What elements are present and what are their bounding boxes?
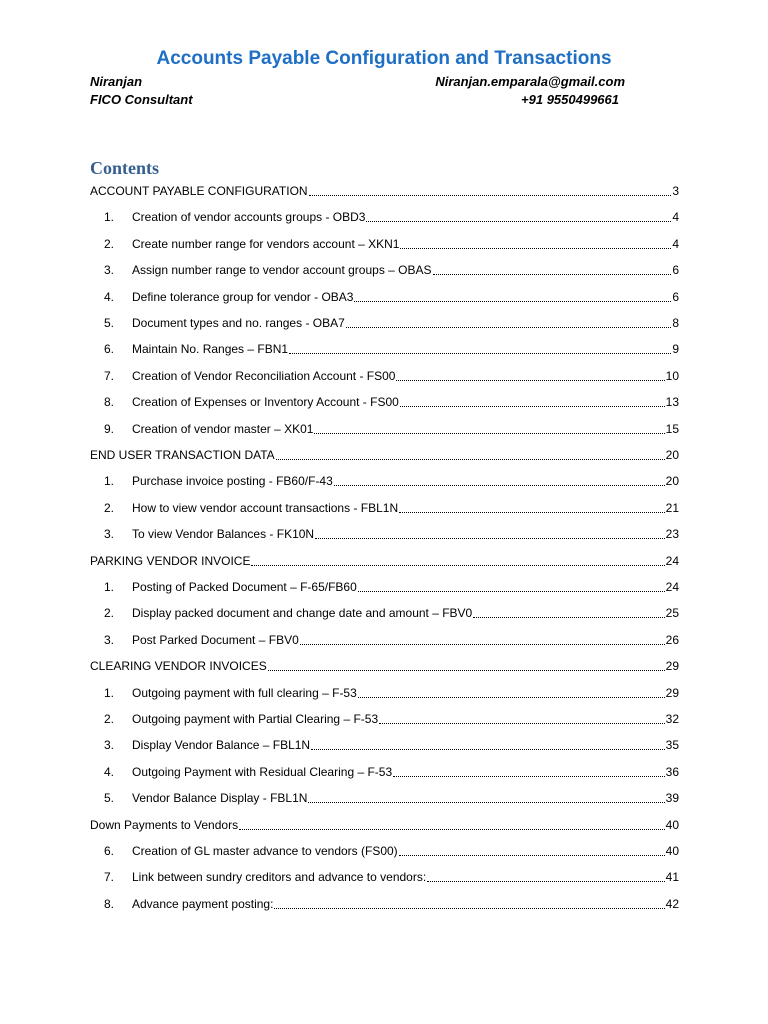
toc-entry-label: Down Payments to Vendors bbox=[90, 817, 239, 832]
toc-dot-leader bbox=[268, 669, 665, 671]
toc-dot-leader bbox=[239, 828, 665, 830]
toc-entry-label: Create number range for vendors account – XKN1 bbox=[132, 236, 400, 251]
author-name: Niranjan bbox=[90, 74, 143, 89]
toc-entry-number: 2. bbox=[104, 606, 115, 621]
toc-entry[interactable] bbox=[90, 815, 679, 833]
toc-entry-label: Outgoing payment with Partial Clearing – F-53 bbox=[132, 712, 379, 726]
toc-entry[interactable] bbox=[104, 287, 679, 305]
toc-dot-leader bbox=[309, 194, 672, 196]
toc-entry-page-number: 9 bbox=[672, 342, 679, 357]
toc-dot-leader bbox=[393, 775, 665, 777]
toc-entry-number: 8. bbox=[104, 896, 115, 911]
toc-entry[interactable] bbox=[90, 656, 679, 674]
toc-entry-label: Purchase invoice posting - FB60/F-43 bbox=[132, 474, 333, 489]
toc-entry-label: How to view vendor account transactions - FBL1N bbox=[132, 500, 399, 515]
toc-entry-number: 3. bbox=[104, 738, 115, 753]
toc-entry-page-number: 10 bbox=[665, 368, 679, 383]
toc-entry-label: Link between sundry creditors and advance to vendors: bbox=[132, 870, 427, 885]
toc-entry[interactable] bbox=[104, 577, 679, 595]
toc-entry-page-number: 35 bbox=[665, 738, 679, 753]
toc-entry-number: 1. bbox=[104, 685, 115, 700]
toc-entry-label: Document types and no. ranges - OBA7 bbox=[132, 316, 345, 330]
author-role: FICO Consultant bbox=[90, 92, 193, 107]
toc-entry-page-number: 26 bbox=[665, 632, 679, 647]
toc-entry[interactable] bbox=[104, 524, 679, 542]
toc-dot-leader bbox=[366, 220, 671, 222]
toc-entry-number: 8. bbox=[104, 395, 115, 410]
toc-entry[interactable] bbox=[104, 207, 679, 225]
toc-entry-page-number: 29 bbox=[665, 659, 679, 674]
toc-entry-page-number: 8 bbox=[672, 316, 679, 330]
toc-entry[interactable] bbox=[90, 551, 679, 569]
toc-entry[interactable] bbox=[104, 260, 679, 278]
toc-dot-leader bbox=[427, 880, 664, 882]
toc-dot-leader bbox=[346, 326, 672, 328]
toc-entry-number: 7. bbox=[104, 870, 115, 885]
toc-entry-page-number: 40 bbox=[665, 817, 679, 832]
toc-entry[interactable] bbox=[104, 841, 679, 859]
toc-dot-leader bbox=[358, 696, 665, 698]
toc-entry[interactable] bbox=[104, 788, 679, 806]
toc-entry[interactable] bbox=[104, 735, 679, 753]
toc-entry-label: Creation of Vendor Reconciliation Account - FS00 bbox=[132, 368, 396, 383]
toc-entry-label: Vendor Balance Display - FBL1N bbox=[132, 791, 308, 806]
toc-entry[interactable] bbox=[104, 709, 679, 727]
toc-entry-label: PARKING VENDOR INVOICE bbox=[90, 553, 251, 568]
toc-entry-page-number: 32 bbox=[665, 712, 679, 726]
toc-entry[interactable] bbox=[104, 630, 679, 648]
toc-dot-leader bbox=[396, 379, 664, 381]
toc-dot-leader bbox=[315, 537, 665, 539]
toc-dot-leader bbox=[251, 564, 664, 566]
toc-entry-label: ACCOUNT PAYABLE CONFIGURATION bbox=[90, 184, 308, 198]
toc-entry-number: 3. bbox=[104, 632, 115, 647]
toc-entry-label: Display packed document and change date and amount – FBV0 bbox=[132, 606, 473, 621]
toc-entry-number: 2. bbox=[104, 236, 115, 251]
toc-entry-number: 4. bbox=[104, 764, 115, 779]
toc-entry[interactable] bbox=[104, 762, 679, 780]
toc-entry-page-number: 6 bbox=[672, 289, 679, 304]
toc-entry-label: END USER TRANSACTION DATA bbox=[90, 448, 275, 462]
toc-entry[interactable] bbox=[104, 603, 679, 621]
toc-entry-page-number: 15 bbox=[665, 421, 679, 436]
toc-entry-page-number: 42 bbox=[665, 896, 679, 911]
toc-entry-number: 6. bbox=[104, 844, 115, 858]
toc-dot-leader bbox=[334, 484, 665, 486]
toc-entry-number: 4. bbox=[104, 289, 115, 304]
toc-entry-page-number: 6 bbox=[672, 263, 679, 278]
toc-entry[interactable] bbox=[90, 445, 679, 463]
toc-entry-number: 7. bbox=[104, 368, 115, 383]
toc-entry-label: To view Vendor Balances - FK10N bbox=[132, 527, 315, 542]
toc-entry-page-number: 23 bbox=[665, 527, 679, 542]
toc-entry-page-number: 4 bbox=[672, 210, 679, 225]
toc-entry-label: Creation of vendor accounts groups - OBD3 bbox=[132, 210, 366, 225]
toc-entry-page-number: 41 bbox=[665, 870, 679, 885]
toc-entry-page-number: 20 bbox=[665, 448, 679, 462]
toc-entry-label: Posting of Packed Document – F-65/FB60 bbox=[132, 580, 357, 594]
toc-entry-page-number: 40 bbox=[665, 844, 679, 858]
toc-dot-leader bbox=[400, 247, 671, 249]
toc-entry-page-number: 24 bbox=[665, 553, 679, 568]
toc-entry[interactable] bbox=[104, 894, 679, 912]
toc-entry-label: Assign number range to vendor account groups – OBAS bbox=[132, 263, 432, 278]
toc-entry-label: Maintain No. Ranges – FBN1 bbox=[132, 342, 289, 357]
toc-dot-leader bbox=[379, 722, 665, 724]
toc-entry-label: Creation of vendor master – XK01 bbox=[132, 421, 314, 436]
toc-entry-page-number: 29 bbox=[665, 685, 679, 700]
toc-dot-leader bbox=[314, 432, 664, 434]
toc-dot-leader bbox=[399, 854, 665, 856]
toc-entry-number: 5. bbox=[104, 791, 115, 806]
toc-entry-page-number: 4 bbox=[672, 236, 679, 251]
author-phone: +91 9550499661 bbox=[521, 92, 619, 107]
toc-entry-number: 3. bbox=[104, 263, 115, 278]
toc-entry-page-number: 36 bbox=[665, 764, 679, 779]
toc-entry-number: 1. bbox=[104, 474, 115, 489]
toc-entry-number: 6. bbox=[104, 342, 115, 357]
toc-entry-number: 2. bbox=[104, 500, 115, 515]
toc-entry-number: 5. bbox=[104, 316, 115, 330]
toc-entry[interactable] bbox=[104, 339, 679, 357]
toc-dot-leader bbox=[311, 748, 665, 750]
toc-entry-number: 3. bbox=[104, 527, 115, 542]
toc-entry-page-number: 20 bbox=[665, 474, 679, 489]
toc-dot-leader bbox=[433, 273, 672, 275]
toc-dot-leader bbox=[289, 352, 671, 354]
toc-entry-number: 1. bbox=[104, 210, 115, 225]
toc-entry-page-number: 39 bbox=[665, 791, 679, 806]
toc-entry[interactable] bbox=[104, 366, 679, 384]
toc-entry[interactable] bbox=[104, 867, 679, 885]
toc-dot-leader bbox=[399, 511, 665, 513]
toc-entry[interactable] bbox=[104, 419, 679, 437]
toc-entry[interactable] bbox=[104, 392, 679, 410]
author-email: Niranjan.emparala@gmail.com bbox=[435, 74, 625, 89]
toc-dot-leader bbox=[276, 458, 665, 460]
document-title: Accounts Payable Configuration and Transactions bbox=[156, 48, 612, 69]
toc-entry-number: 1. bbox=[104, 580, 115, 594]
toc-entry-page-number: 3 bbox=[672, 184, 679, 198]
toc-dot-leader bbox=[300, 643, 665, 645]
toc-entry-label: Creation of Expenses or Inventory Account - FS00 bbox=[132, 395, 399, 410]
toc-entry-number: 2. bbox=[104, 712, 115, 726]
toc-entry-label: Advance payment posting: bbox=[132, 896, 274, 911]
toc-entry[interactable] bbox=[104, 471, 679, 489]
toc-dot-leader bbox=[358, 590, 665, 592]
toc-entry-page-number: 13 bbox=[665, 395, 679, 410]
toc-dot-leader bbox=[473, 616, 664, 618]
toc-entry-label: Outgoing Payment with Residual Clearing – F-53 bbox=[132, 764, 393, 779]
toc-dot-leader bbox=[400, 405, 665, 407]
toc-entry[interactable] bbox=[104, 498, 679, 516]
toc-dot-leader bbox=[308, 801, 664, 803]
toc-entry-number: 9. bbox=[104, 421, 115, 436]
toc-entry[interactable] bbox=[90, 181, 679, 199]
toc-entry-page-number: 24 bbox=[665, 580, 679, 594]
toc-entry-page-number: 21 bbox=[665, 500, 679, 515]
toc-entry-label: Define tolerance group for vendor - OBA3 bbox=[132, 289, 354, 304]
contents-heading: Contents bbox=[90, 158, 160, 178]
toc-entry-label: Post Parked Document – FBV0 bbox=[132, 632, 299, 647]
toc-entry-page-number: 25 bbox=[665, 606, 679, 621]
toc-entry[interactable] bbox=[104, 683, 679, 701]
toc-entry[interactable] bbox=[104, 313, 679, 331]
toc-dot-leader bbox=[354, 300, 671, 302]
toc-entry-label: Creation of GL master advance to vendors (FS00) bbox=[132, 844, 398, 858]
toc-entry-label: Display Vendor Balance – FBL1N bbox=[132, 738, 311, 753]
toc-dot-leader bbox=[274, 907, 664, 909]
toc-entry[interactable] bbox=[104, 234, 679, 252]
toc-entry-label: CLEARING VENDOR INVOICES bbox=[90, 659, 267, 674]
toc-entry-label: Outgoing payment with full clearing – F-53 bbox=[132, 685, 357, 700]
